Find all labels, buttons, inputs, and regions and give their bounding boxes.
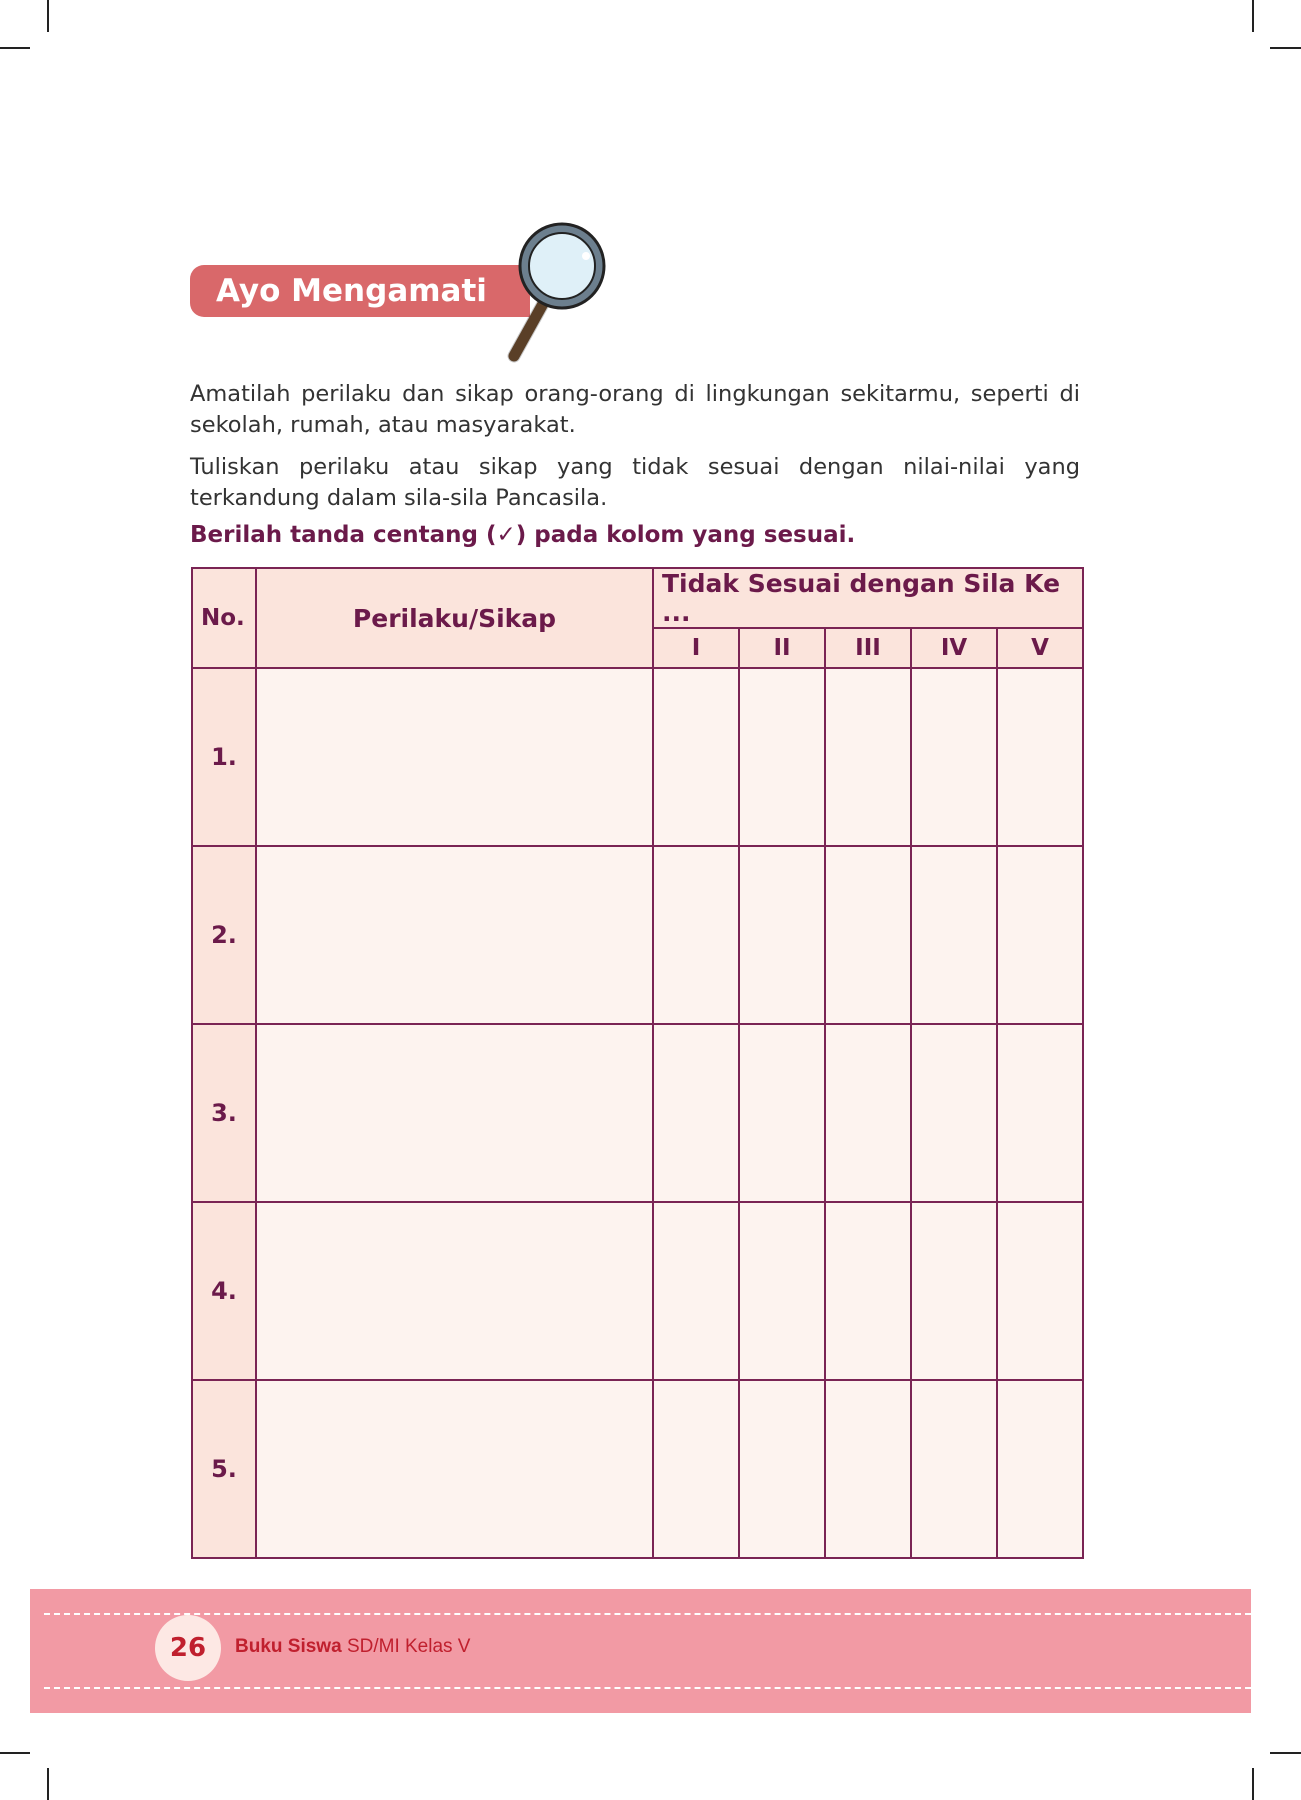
check-cell[interactable] — [739, 846, 825, 1024]
header-sila-4: IV — [911, 628, 997, 668]
header-sila-1: I — [653, 628, 739, 668]
header-no: No. — [192, 568, 256, 668]
footer-divider — [44, 1687, 1251, 1689]
crop-mark — [1252, 1768, 1254, 1800]
behavior-entry[interactable] — [256, 846, 653, 1024]
check-cell[interactable] — [653, 1380, 739, 1558]
crop-mark — [1252, 0, 1254, 32]
intro-paragraph: Amatilah perilaku dan sikap orang-orang di lingkungan sekitarmu, seperti di sekolah, rumah, atau masyarakat. — [190, 381, 1080, 438]
crop-mark — [47, 0, 49, 32]
crop-mark — [1270, 47, 1301, 49]
row-number: 4. — [192, 1202, 256, 1380]
check-cell[interactable] — [653, 1024, 739, 1202]
behavior-entry[interactable] — [256, 1024, 653, 1202]
section-heading-label: Ayo Mengamati — [190, 265, 530, 317]
task-paragraph: Tuliskan perilaku atau sikap yang tidak sesuai dengan nilai-nilai yang terkandung dalam sila-sila Pancasila. — [190, 454, 1080, 511]
check-cell[interactable] — [911, 846, 997, 1024]
check-cell[interactable] — [911, 668, 997, 846]
behavior-entry[interactable] — [256, 668, 653, 846]
row-number: 3. — [192, 1024, 256, 1202]
magnifier-icon — [490, 220, 620, 370]
page-number: 26 — [155, 1615, 221, 1681]
behavior-entry[interactable] — [256, 1202, 653, 1380]
check-cell[interactable] — [825, 668, 911, 846]
crop-mark — [1270, 1752, 1301, 1754]
section-heading — [190, 220, 610, 370]
page-footer — [30, 1589, 1251, 1713]
observation-table — [191, 567, 1084, 1559]
header-behavior: Perilaku/Sikap — [256, 568, 653, 668]
header-sila-group: Tidak Sesuai dengan Sila Ke ... — [653, 568, 1083, 628]
crop-mark — [47, 1768, 49, 1800]
check-cell[interactable] — [911, 1380, 997, 1558]
row-number: 2. — [192, 846, 256, 1024]
check-cell[interactable] — [911, 1024, 997, 1202]
table-row — [192, 1024, 1083, 1202]
book-title-rest: SD/MI Kelas V — [346, 1636, 471, 1657]
footer-divider — [44, 1613, 1251, 1615]
row-number: 5. — [192, 1380, 256, 1558]
check-cell[interactable] — [825, 846, 911, 1024]
check-cell[interactable] — [653, 846, 739, 1024]
behavior-entry[interactable] — [256, 1380, 653, 1558]
check-cell[interactable] — [825, 1380, 911, 1558]
check-cell[interactable] — [997, 668, 1083, 846]
check-cell[interactable] — [825, 1202, 911, 1380]
check-cell[interactable] — [997, 1024, 1083, 1202]
check-cell[interactable] — [653, 668, 739, 846]
header-sila-3: III — [825, 628, 911, 668]
table-row — [192, 1202, 1083, 1380]
header-sila-5: V — [997, 628, 1083, 668]
check-cell[interactable] — [739, 1380, 825, 1558]
crop-mark — [0, 47, 30, 49]
table-row — [192, 668, 1083, 846]
check-cell[interactable] — [997, 1380, 1083, 1558]
check-cell[interactable] — [997, 1202, 1083, 1380]
book-title — [235, 1636, 470, 1658]
header-sila-2: II — [739, 628, 825, 668]
crop-mark — [0, 1752, 30, 1754]
table-row — [192, 1380, 1083, 1558]
check-cell[interactable] — [997, 846, 1083, 1024]
table-row — [192, 846, 1083, 1024]
check-cell[interactable] — [739, 668, 825, 846]
check-cell[interactable] — [739, 1024, 825, 1202]
instruction-text: Berilah tanda centang (✓) pada kolom yang sesuai. — [190, 522, 856, 548]
check-cell[interactable] — [653, 1202, 739, 1380]
row-number: 1. — [192, 668, 256, 846]
check-cell[interactable] — [911, 1202, 997, 1380]
check-cell[interactable] — [825, 1024, 911, 1202]
book-title-bold: Buku Siswa — [235, 1636, 342, 1657]
check-cell[interactable] — [739, 1202, 825, 1380]
